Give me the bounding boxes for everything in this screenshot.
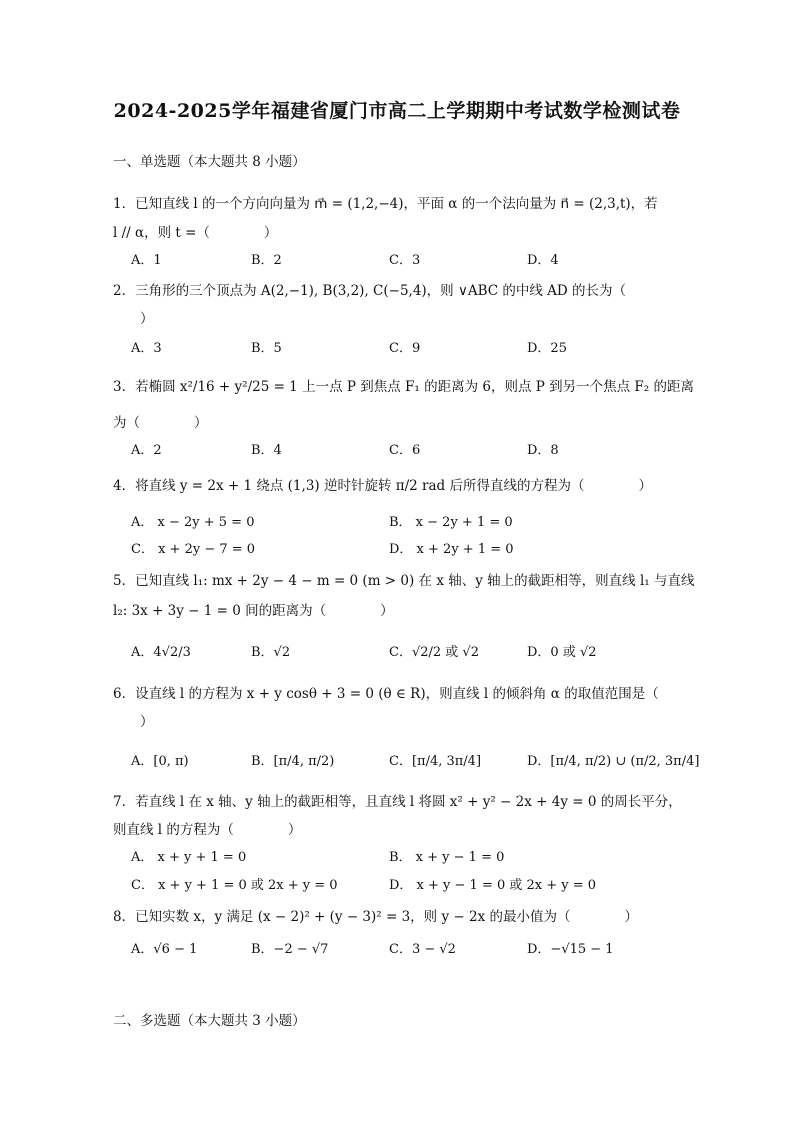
question-6-line-1: 6．设直线 l 的方程为 x + y cosθ + 3 = 0 (θ ∈ R)，则直线 l 的倾斜角 α 的取值范围是（: [113, 686, 659, 702]
option-d: D．0 或 √2: [527, 645, 597, 660]
question-7-line-2: 则直线 l 的方程为（ ）: [113, 822, 302, 838]
option-c: C． x + 2y − 7 = 0: [131, 542, 256, 557]
option-d: D．25: [527, 341, 567, 356]
option-d: D．−√15 − 1: [527, 942, 614, 957]
option-c: C．[π/4, 3π/4]: [389, 754, 482, 769]
option-b: B．5: [251, 341, 282, 356]
option-b: B． x + y − 1 = 0: [389, 850, 505, 865]
question-5-line-2: l₂: 3x + 3y − 1 = 0 间的距离为（ ）: [113, 603, 394, 619]
section-heading-single-choice: 一、单选题（本大题共 8 小题）: [113, 154, 306, 170]
option-d: D． x + y − 1 = 0 或 2x + y = 0: [389, 878, 597, 893]
option-a: A．4√2/3: [131, 645, 191, 660]
section-heading-multiple-choice: 二、多选题（本大题共 3 小题）: [113, 1013, 306, 1029]
question-7-line-1: 7．若直线 l 在 x 轴、y 轴上的截距相等，且直线 l 将圆 x² + y² − 2x + 4y = 0 的周长平分，: [113, 794, 682, 810]
option-c: C．3 − √2: [389, 942, 456, 957]
option-a: A．2: [131, 443, 162, 458]
option-c: C． x + y + 1 = 0 或 2x + y = 0: [131, 878, 338, 893]
option-b: B．4: [251, 443, 282, 458]
question-3-line-2: 为（ ）: [113, 415, 208, 431]
option-b: B． x − 2y + 1 = 0: [389, 515, 513, 530]
option-c: C．9: [389, 341, 421, 356]
option-a: A． x − 2y + 5 = 0: [131, 515, 255, 530]
exam-title: 2024-2025学年福建省厦门市高二上学期期中考试数学检测试卷: [113, 100, 681, 122]
option-c: C．6: [389, 443, 421, 458]
option-b: B．[π/4, π/2): [251, 754, 335, 769]
option-a: A．√6 − 1: [131, 942, 198, 957]
question-4-line-1: 4．将直线 y = 2x + 1 绕点 (1,3) 逆时针旋转 π/2 rad 后所得直线的方程为（ ）: [113, 478, 652, 494]
option-b: B．−2 − √7: [251, 942, 329, 957]
option-b: B．2: [251, 253, 282, 268]
option-a: A．3: [131, 341, 162, 356]
question-3-line-1: 3．若椭圆 x²/16 + y²/25 = 1 上一点 P 到焦点 F₁ 的距离为 6，则点 P 到另一个焦点 F₂ 的距离: [113, 379, 695, 395]
question-2-line-2: ）: [113, 311, 154, 327]
question-6-line-2: ）: [113, 714, 154, 730]
question-1-line-1: 1．已知直线 l 的一个方向向量为 m⃗ = (1,2,−4)，平面 α 的一个法向量为 n⃗ = (2,3,t)，若: [113, 196, 658, 212]
option-c: C．3: [389, 253, 421, 268]
option-b: B．√2: [251, 645, 291, 660]
question-1-line-2: l // α，则 t =（ ）: [113, 225, 278, 241]
question-2-line-1: 2．三角形的三个顶点为 A(2,−1), B(3,2), C(−5,4)，则 ∨ABC 的中线 AD 的长为（: [113, 283, 627, 299]
option-a: A． x + y + 1 = 0: [131, 850, 247, 865]
option-d: D．8: [527, 443, 559, 458]
option-d: D．4: [527, 253, 559, 268]
option-c: C．√2/2 或 √2: [389, 645, 479, 660]
option-a: A．1: [131, 253, 162, 268]
option-a: A．[0, π): [131, 754, 189, 769]
question-5-line-1: 5．已知直线 l₁: mx + 2y − 4 − m = 0 (m > 0) 在 x 轴、y 轴上的截距相等，则直线 l₁ 与直线: [113, 573, 695, 589]
option-d: D．[π/4, π/2) ∪ (π/2, 3π/4]: [527, 754, 700, 769]
option-d: D． x + 2y + 1 = 0: [389, 542, 514, 557]
question-8-line-1: 8．已知实数 x，y 满足 (x − 2)² + (y − 3)² = 3，则 y − 2x 的最小值为（ ）: [113, 909, 638, 925]
